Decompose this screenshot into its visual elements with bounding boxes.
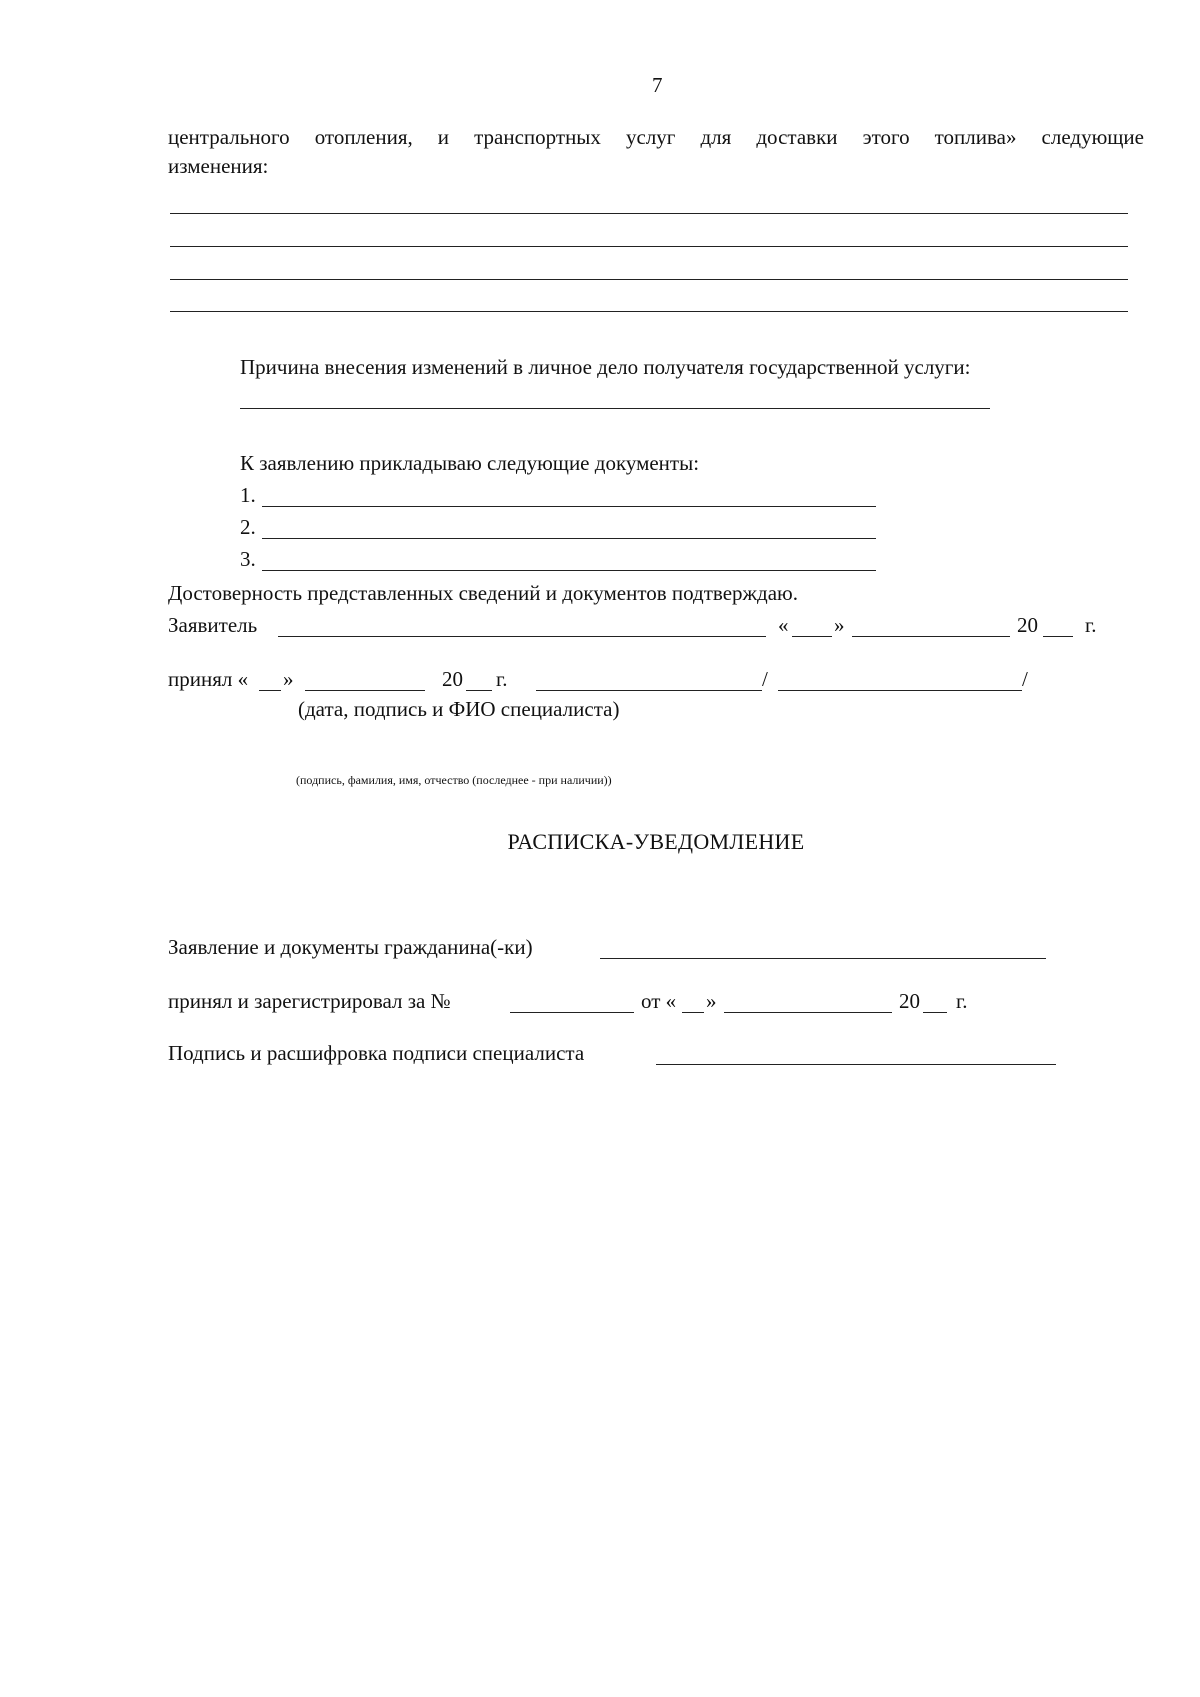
receipt-citizen-label: Заявление и документы гражданина(-ки) xyxy=(168,935,533,959)
accepted-month-blank[interactable] xyxy=(305,690,425,691)
accepted-year-prefix: 20 xyxy=(442,667,463,691)
receipt-month-blank[interactable] xyxy=(724,1012,892,1013)
attachment-item-3-blank[interactable] xyxy=(262,570,876,571)
receipt-year-prefix: 20 xyxy=(899,989,920,1013)
receipt-year-blank[interactable] xyxy=(923,1012,947,1013)
receipt-citizen-blank[interactable] xyxy=(600,958,1046,959)
receipt-year-suffix: г. xyxy=(956,989,968,1013)
accepted-name-blank[interactable] xyxy=(778,690,1022,691)
accepted-slash-1: / xyxy=(762,667,768,691)
receipt-title: РАСПИСКА-УВЕДОМЛЕНИЕ xyxy=(507,829,805,854)
applicant-year-blank[interactable] xyxy=(1043,636,1073,637)
applicant-year-prefix: 20 xyxy=(1017,613,1038,637)
accepted-day-blank[interactable] xyxy=(259,690,281,691)
attachment-item-1-blank[interactable] xyxy=(262,506,876,507)
accepted-close-quote: » xyxy=(283,667,294,691)
receipt-day-blank[interactable] xyxy=(682,1012,704,1013)
applicant-open-quote: « xyxy=(778,613,789,637)
changes-blank-line-1[interactable] xyxy=(170,213,1128,214)
applicant-signature-blank[interactable] xyxy=(278,636,766,637)
accepted-slash-2: / xyxy=(1022,667,1028,691)
intro-line-2: изменения: xyxy=(168,154,269,178)
receipt-registered-label: принял и зарегистрировал за № xyxy=(168,989,451,1013)
receipt-close-quote: » xyxy=(706,989,717,1013)
applicant-day-blank[interactable] xyxy=(792,636,832,637)
signature-caption: (подпись, фамилия, имя, отчество (последнее - при наличии)) xyxy=(296,773,612,787)
reason-blank-line[interactable] xyxy=(240,408,990,409)
intro-line-1: центрального отопления, и транспортных услуг для доставки этого топлива» следующие xyxy=(168,125,1144,149)
applicant-label: Заявитель xyxy=(168,613,258,637)
receipt-number-blank[interactable] xyxy=(510,1012,634,1013)
receipt-from-label: от « xyxy=(641,989,677,1013)
reason-label: Причина внесения изменений в личное дело получателя государственной услуги: xyxy=(240,355,971,379)
confirmation-text: Достоверность представленных сведений и документов подтверждаю. xyxy=(168,581,798,605)
receipt-signature-label: Подпись и расшифровка подписи специалиста xyxy=(168,1041,585,1065)
changes-blank-line-3[interactable] xyxy=(170,279,1128,280)
accepted-year-blank[interactable] xyxy=(466,690,492,691)
changes-blank-line-2[interactable] xyxy=(170,246,1128,247)
accepted-signature-blank[interactable] xyxy=(536,690,762,691)
accepted-label: принял « xyxy=(168,667,249,691)
attachment-item-1-number: 1. xyxy=(240,483,256,507)
attachment-item-2-number: 2. xyxy=(240,515,256,539)
attachments-label: К заявлению прикладываю следующие документы: xyxy=(240,451,700,475)
applicant-row xyxy=(168,612,257,638)
applicant-month-blank[interactable] xyxy=(852,636,1010,637)
applicant-close-quote: » xyxy=(834,613,845,637)
page-number: 7 xyxy=(652,73,663,97)
changes-blank-line-4[interactable] xyxy=(170,311,1128,312)
accepted-year-suffix: г. xyxy=(496,667,508,691)
applicant-year-suffix: г. xyxy=(1085,613,1097,637)
attachment-item-2-blank[interactable] xyxy=(262,538,876,539)
attachment-item-3-number: 3. xyxy=(240,547,256,571)
accepted-caption: (дата, подпись и ФИО специалиста) xyxy=(298,697,620,721)
receipt-signature-blank[interactable] xyxy=(656,1064,1056,1065)
